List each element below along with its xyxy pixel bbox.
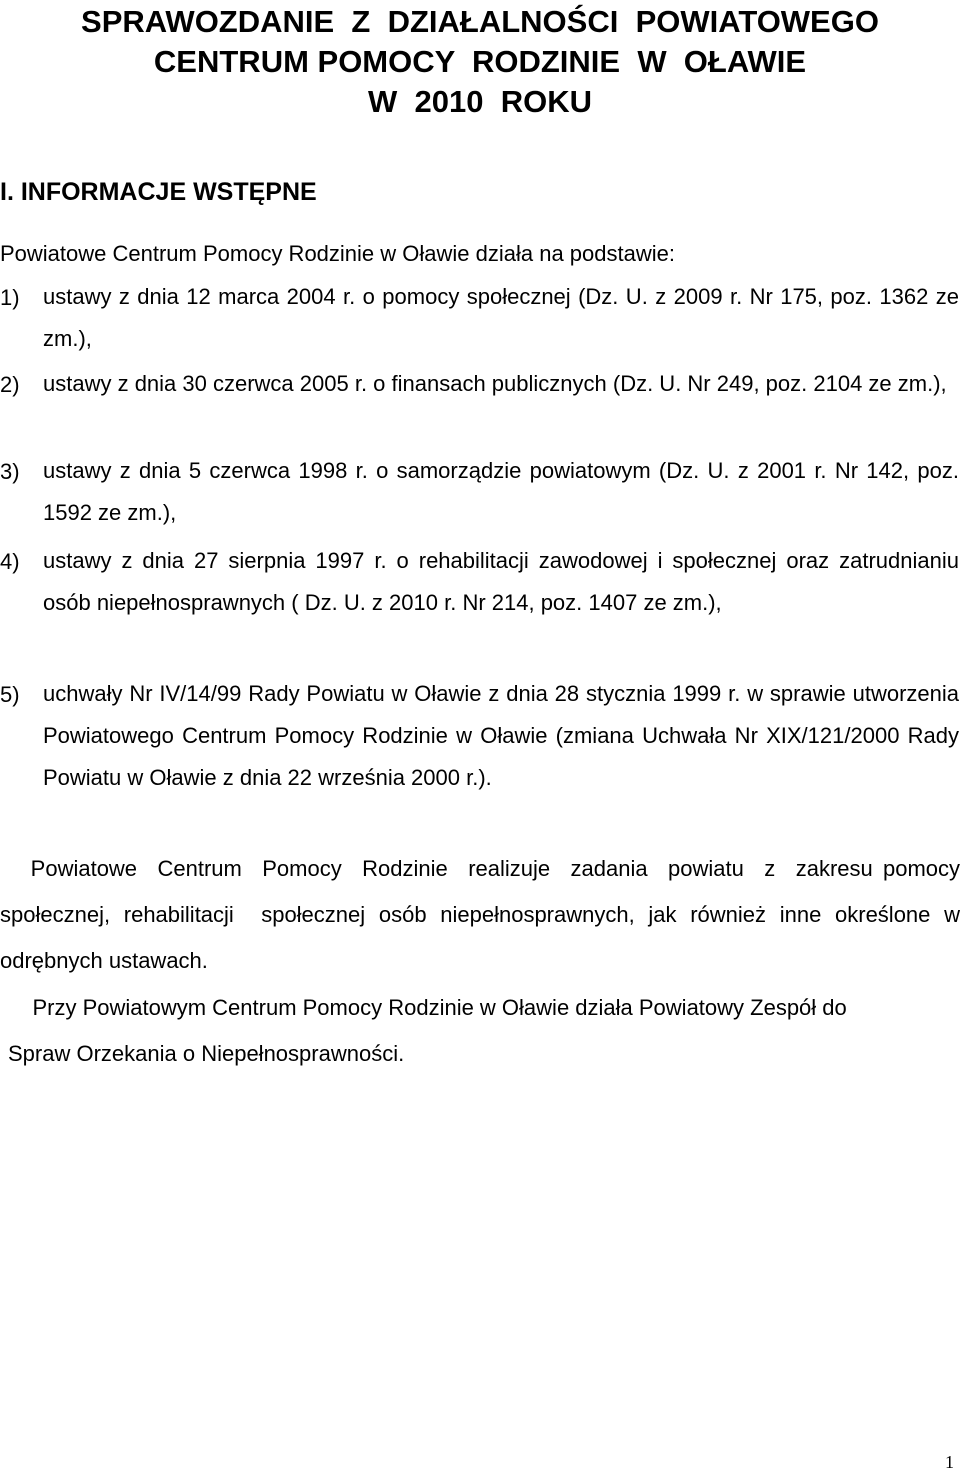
title-line-3: W 2010 ROKU bbox=[368, 84, 592, 119]
list-item-text: ustawy z dnia 30 czerwca 2005 r. o finansach publicznych (Dz. U. Nr 249, poz. 2104 ze zm.), bbox=[43, 371, 947, 396]
list-item-number: 5) bbox=[0, 682, 20, 707]
list-item-number: 3) bbox=[0, 459, 20, 484]
list-item-number: 1) bbox=[0, 285, 20, 310]
list-item-number: 2) bbox=[0, 372, 20, 397]
report-title bbox=[0, 2, 960, 122]
list-item-text: ustawy z dnia 12 marca 2004 r. o pomocy społecznej (Dz. U. z 2009 r. Nr 175, poz. 1362 ze zm.), bbox=[43, 284, 959, 351]
title-line-2: CENTRUM POMOCY RODZINIE W OŁAWIE bbox=[153, 44, 807, 79]
paragraph-tasks: Powiatowe Centrum Pomocy Rodzinie realizuje zadania powiatu z zakresu pomocy społecznej, rehabilitacji społecznej osób niepełnosprawnych, jak również inne określone w odrębnych ustawach. bbox=[0, 856, 960, 973]
page-number: 1 bbox=[945, 1452, 954, 1472]
intro-text: Powiatowe Centrum Pomocy Rodzinie w Oławie działa na podstawie: bbox=[0, 241, 675, 266]
list-item-number: 4) bbox=[0, 549, 20, 574]
section-heading: I. INFORMACJE WSTĘPNE bbox=[0, 178, 317, 206]
list-item-text: ustawy z dnia 27 sierpnia 1997 r. o rehabilitacji zawodowej i społecznej oraz zatrudnianiu osób niepełnosprawnych ( Dz. U. z 2010 r. Nr 214, poz. 1407 ze zm.), bbox=[43, 548, 959, 615]
title-line-1: SPRAWOZDANIE Z DZIAŁALNOŚCI POWIATOWEGO bbox=[81, 4, 879, 39]
list-item-text: ustawy z dnia 5 czerwca 1998 r. o samorządzie powiatowym (Dz. U. z 2001 r. Nr 142, poz. 1592 ze zm.), bbox=[43, 458, 959, 525]
paragraph-team: Przy Powiatowym Centrum Pomocy Rodzinie w Oławie działa Powiatowy Zespół do Spraw Orzekania o Niepełnosprawności. bbox=[8, 995, 853, 1066]
list-item-text: uchwały Nr IV/14/99 Rady Powiatu w Oławie z dnia 28 stycznia 1999 r. w sprawie utworzenia Powiatowego Centrum Pomocy Rodzinie w Oławie (zmiana Uchwała Nr XIX/121/2000 Rady Powiatu w Oławie z dnia 22 września 2000 r.). bbox=[43, 681, 959, 790]
